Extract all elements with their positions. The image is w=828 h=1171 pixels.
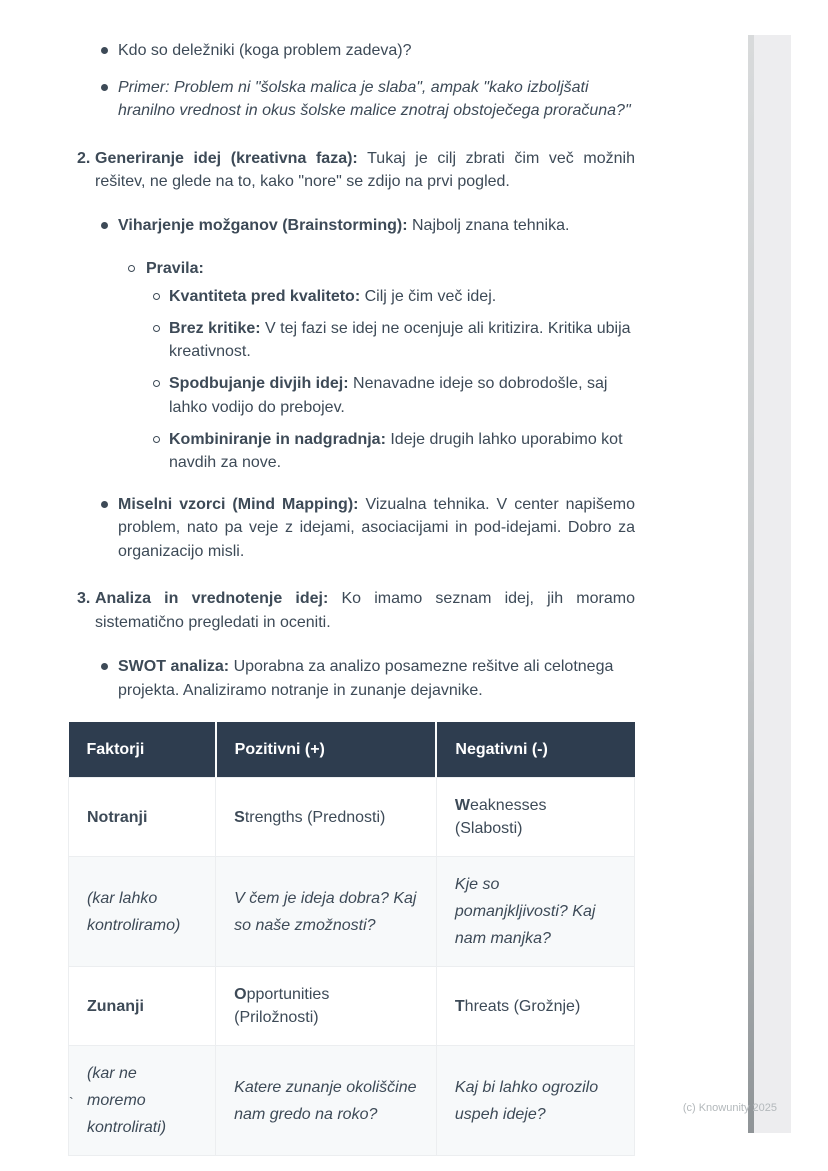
term-label: Analiza in vrednotenje idej: bbox=[95, 590, 329, 607]
footer-copyright: (c) Knowunity 2025 bbox=[682, 1102, 777, 1114]
swot-table bbox=[68, 722, 635, 1156]
list-item-text bbox=[118, 655, 635, 702]
list-item-text bbox=[169, 285, 635, 309]
cell-bold-text: S bbox=[234, 808, 245, 826]
list-item-swot bbox=[68, 655, 635, 702]
numbered-item-3 bbox=[68, 587, 635, 634]
stray-backtick-mark: ` bbox=[69, 1094, 74, 1110]
table-cell bbox=[69, 967, 216, 1046]
list-item-mindmapping bbox=[68, 493, 635, 564]
table-row bbox=[69, 1046, 635, 1156]
scrollbar-thumb[interactable] bbox=[748, 35, 754, 1133]
term-description: Ideje drugih lahko uporabimo kot navdih za nove. bbox=[169, 430, 623, 471]
cell-bold-text: T bbox=[454, 997, 465, 1015]
cell-text: hreats (Grožnje) bbox=[464, 997, 581, 1015]
list-number: 2. bbox=[77, 149, 91, 167]
bullet-circle-icon bbox=[153, 285, 169, 309]
table-cell: Kaj bi lahko ogrozilo uspeh ideje? bbox=[436, 1046, 634, 1156]
column-header-pozitivni: Pozitivni (+) bbox=[216, 722, 437, 778]
term-label: Generiranje idej (kreativna faza): bbox=[95, 149, 358, 167]
list-item-text bbox=[118, 214, 635, 238]
list-item-text bbox=[118, 493, 635, 564]
list-item-text: Kdo so deležniki (koga problem zadeva)? bbox=[118, 42, 412, 59]
term-label: SWOT analiza: bbox=[118, 658, 230, 675]
list-number: 3. bbox=[77, 590, 91, 607]
table-cell bbox=[216, 967, 437, 1046]
term-description: Cilj je čim več idej. bbox=[364, 287, 497, 305]
cell-bold-text: Notranji bbox=[87, 808, 148, 826]
term-description: Nenavadne ideje so dobrodošle, saj lahko vodijo do prebojev. bbox=[169, 375, 608, 416]
bullet-dot-icon bbox=[101, 493, 118, 564]
document-content bbox=[68, 39, 635, 1156]
table-row bbox=[69, 778, 635, 857]
bullet-circle-icon bbox=[153, 317, 169, 364]
list-item-text bbox=[95, 147, 635, 194]
list-item-rule bbox=[68, 372, 635, 419]
table-cell: (kar lahko kontroliramo) bbox=[69, 857, 216, 967]
list-item-rule bbox=[68, 317, 635, 364]
cell-text: eaknesses (Slabosti) bbox=[454, 797, 547, 837]
list-item-text bbox=[95, 587, 635, 634]
numbered-item-2 bbox=[68, 147, 635, 194]
term-label: Viharjenje možganov (Brainstorming): bbox=[118, 216, 408, 234]
table-cell: (kar ne moremo kontrolirati) bbox=[69, 1046, 216, 1156]
bullet-dot-icon bbox=[101, 655, 118, 702]
list-item-text: Primer: Problem ni "šolska malica je slaba", ampak "kako izboljšati hranilno vrednost in okus šolske malice znotraj obstoječega proračuna?" bbox=[118, 78, 631, 119]
cell-bold-text: W bbox=[454, 797, 470, 814]
list-item-rules-label bbox=[68, 257, 635, 281]
bullet-circle-icon bbox=[153, 372, 169, 419]
cell-text: trengths (Prednosti) bbox=[244, 808, 386, 826]
bullet-circle-icon bbox=[128, 257, 146, 281]
cell-text: pportunities (Priložnosti) bbox=[234, 986, 330, 1026]
term-description: Najbolj znana tehnika. bbox=[411, 216, 570, 234]
term-label: Kombiniranje in nadgradnja: bbox=[169, 430, 386, 448]
table-cell: V čem je ideja dobra? Kaj so naše zmožnosti? bbox=[216, 857, 437, 967]
cell-bold-text: O bbox=[234, 986, 247, 1003]
table-row bbox=[69, 857, 635, 967]
table-cell bbox=[69, 778, 216, 857]
column-header-faktorji: Faktorji bbox=[69, 722, 216, 778]
term-label: Miselni vzorci (Mind Mapping): bbox=[118, 495, 359, 513]
term-description: Tukaj je cilj zbrati čim več možnih rešitev, ne glede na to, kako "nore" se zdijo na prvi pogled. bbox=[95, 149, 636, 190]
bullet-dot-icon bbox=[101, 76, 118, 123]
table-cell: Katere zunanje okoliščine nam gredo na roko? bbox=[216, 1046, 437, 1156]
cell-bold-text: Zunanji bbox=[87, 997, 144, 1015]
table-cell bbox=[436, 967, 634, 1046]
list-item-text bbox=[169, 317, 635, 364]
term-label: Kvantiteta pred kvaliteto: bbox=[169, 287, 361, 305]
term-description: Uporabna za analizo posamezne rešitve ali celotnega projekta. Analiziramo notranje in zunanje dejavnike. bbox=[118, 658, 614, 699]
table-cell bbox=[436, 778, 634, 857]
list-item bbox=[68, 76, 635, 123]
list-item bbox=[68, 39, 635, 63]
term-description: Vizualna tehnika. V center napišemo problem, nato pa veje z idejami, asociacijami in pod-idejami. Dobro za organizacijo misli. bbox=[118, 495, 636, 560]
column-header-negativni: Negativni (-) bbox=[436, 722, 634, 778]
list-item-rule bbox=[68, 428, 635, 475]
table-cell bbox=[216, 778, 437, 857]
table-header-row bbox=[69, 722, 635, 778]
term-label: Brez kritike: bbox=[169, 319, 261, 337]
term-label: Pravila: bbox=[146, 260, 204, 277]
table-cell: Kje so pomanjkljivosti? Kaj nam manjka? bbox=[436, 857, 634, 967]
term-label: Spodbujanje divjih idej: bbox=[169, 375, 349, 392]
list-item-text bbox=[146, 257, 635, 281]
list-item-brainstorming bbox=[68, 214, 635, 238]
term-description: Ko imamo seznam idej, jih moramo sistematično pregledati in oceniti. bbox=[95, 590, 635, 631]
list-item-text bbox=[169, 428, 635, 475]
bullet-dot-icon bbox=[101, 214, 118, 238]
bullet-circle-icon bbox=[153, 428, 169, 475]
table-row bbox=[69, 967, 635, 1046]
list-item-rule bbox=[68, 285, 635, 309]
scrollbar-track bbox=[749, 35, 791, 1133]
list-item-text bbox=[169, 372, 635, 419]
bullet-dot-icon bbox=[101, 39, 118, 63]
term-description: V tej fazi se idej ne ocenjuje ali kritizira. Kritika ubija kreativnost. bbox=[169, 319, 631, 360]
